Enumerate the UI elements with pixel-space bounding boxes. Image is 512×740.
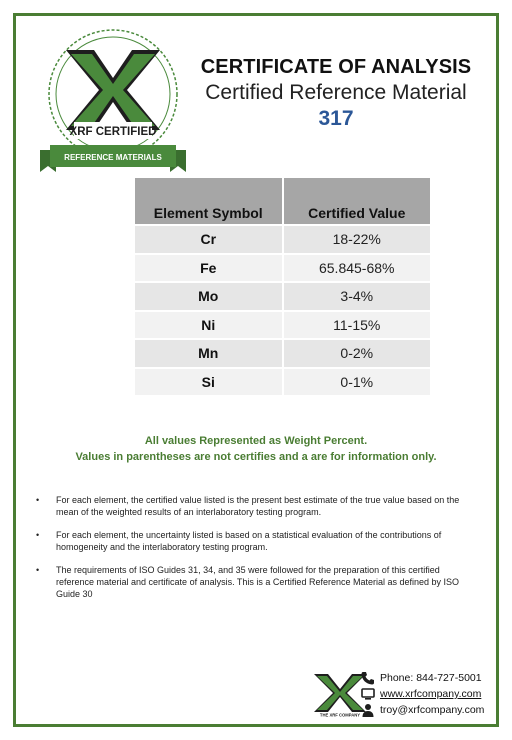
table-row (135, 339, 430, 368)
table-row (135, 368, 430, 396)
bullet-glyph: • (36, 565, 40, 575)
certified-value-cell: 3-4% (283, 282, 431, 311)
xrf-certified-seal (38, 26, 188, 181)
email-address[interactable]: troy@xrfcompany.com (380, 704, 485, 716)
list-item (36, 529, 476, 553)
bullet-glyph: • (36, 495, 40, 505)
certificate-title: CERTIFICATE OF ANALYSIS (200, 56, 472, 78)
certificate-subtitle: Certified Reference Material (205, 81, 467, 104)
list-item (36, 494, 476, 518)
certified-values-table (135, 178, 430, 395)
contact-info (360, 670, 490, 718)
certificate-frame (13, 13, 499, 727)
table-row (135, 282, 430, 311)
column-header-element-symbol: Element Symbol (135, 178, 283, 225)
contact-phone-row (360, 670, 490, 686)
contact-email-row (360, 702, 490, 718)
footer-logo-caption: THE XRF COMPANY (319, 712, 361, 717)
certified-value-cell: 65.845-68% (283, 254, 431, 283)
element-symbol-cell: Ni (135, 311, 283, 340)
element-symbol-cell: Mn (135, 339, 283, 368)
computer-icon (360, 686, 376, 702)
certified-value-cell: 18-22% (283, 225, 431, 254)
element-symbol-cell: Fe (135, 254, 283, 283)
phone-number: Phone: 844-727-5001 (380, 672, 482, 684)
table-row (135, 311, 430, 340)
material-number: 317 (318, 107, 354, 130)
statement-text: The requirements of ISO Guides 31, 34, and 35 were followed for the preparation of this certified reference material and certificate of analysis. This is a Certified Reference Material as defined by ISO Guide 30 (56, 565, 460, 599)
element-symbol-cell: Si (135, 368, 283, 396)
list-item (36, 564, 476, 600)
footer-logo-x-mark (314, 674, 366, 712)
table-header-row (135, 178, 430, 225)
column-header-certified-value: Certified Value (283, 178, 431, 225)
table-row (135, 254, 430, 283)
element-symbol-cell: Cr (135, 225, 283, 254)
note-weight-percent: All values Represented as Weight Percent. (144, 435, 368, 447)
website-link[interactable]: www.xrfcompany.com (380, 688, 482, 700)
note-parentheses: Values in parentheses are not certifies and a are for information only. (75, 451, 437, 463)
certified-value-cell: 11-15% (283, 311, 431, 340)
contact-website-row (360, 686, 490, 702)
certificate-heading (186, 56, 486, 131)
value-notes (16, 433, 496, 465)
element-symbol-cell: Mo (135, 282, 283, 311)
certified-value-cell: 0-2% (283, 339, 431, 368)
statement-text: For each element, the certified value listed is the present best estimate of the true value based on the mean of the weighted results of an interlaboratory testing program. (56, 495, 460, 517)
certification-statements (36, 494, 476, 611)
seal-label: XRF CERTIFIED (69, 126, 157, 138)
table-row (135, 225, 430, 254)
bullet-glyph: • (36, 530, 40, 540)
phone-icon (360, 670, 376, 686)
person-icon (360, 702, 376, 718)
certified-value-cell: 0-1% (283, 368, 431, 396)
statement-text: For each element, the uncertainty listed is based on a statistical evaluation of the contributions of homogeneity and the interlaboratory testing program. (56, 530, 442, 552)
seal-ribbon-text: REFERENCE MATERIALS (64, 153, 162, 162)
